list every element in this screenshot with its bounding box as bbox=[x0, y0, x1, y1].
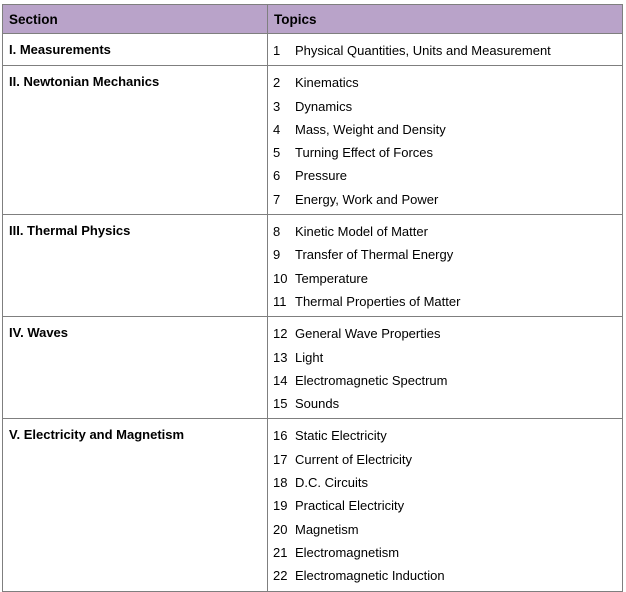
topic-name: Thermal Properties of Matter bbox=[295, 293, 461, 309]
topic-item bbox=[268, 518, 622, 541]
topic-item bbox=[268, 95, 622, 118]
topic-name: Pressure bbox=[295, 168, 348, 184]
topic-item bbox=[268, 541, 622, 564]
topic-item bbox=[268, 39, 622, 62]
topic-name: Mass, Weight and Density bbox=[295, 121, 446, 137]
topic-item bbox=[268, 220, 622, 243]
section-row bbox=[3, 317, 623, 419]
topic-number: 16 bbox=[273, 428, 288, 444]
topics-list bbox=[268, 215, 623, 317]
topic-name: Practical Electricity bbox=[295, 498, 405, 514]
topic-number: 20 bbox=[273, 521, 288, 537]
topic-name: Temperature bbox=[295, 270, 368, 286]
topic-item bbox=[268, 141, 622, 164]
topic-number: 7 bbox=[273, 191, 281, 207]
topic-number: 12 bbox=[273, 326, 288, 342]
topic-item bbox=[268, 322, 622, 345]
topic-name: Current of Electricity bbox=[295, 451, 413, 467]
topic-number: 14 bbox=[273, 372, 288, 388]
topic-number: 5 bbox=[273, 145, 281, 161]
topic-item bbox=[268, 392, 622, 415]
section-name: IV. Waves bbox=[3, 317, 268, 419]
topic-number: 1 bbox=[273, 43, 281, 58]
topic-name: Kinematics bbox=[295, 75, 359, 91]
topic-number: 19 bbox=[273, 498, 288, 514]
topics-list bbox=[268, 317, 623, 419]
topic-name: General Wave Properties bbox=[295, 326, 441, 342]
topic-item bbox=[268, 243, 622, 266]
topic-name: D.C. Circuits bbox=[295, 475, 368, 491]
topic-name: Static Electricity bbox=[295, 428, 387, 444]
topic-number: 8 bbox=[273, 224, 281, 240]
topic-number: 18 bbox=[273, 475, 288, 491]
topics-list bbox=[268, 34, 623, 66]
topic-name: Magnetism bbox=[295, 521, 359, 537]
topic-item bbox=[268, 290, 622, 313]
section-name: II. Newtonian Mechanics bbox=[3, 66, 268, 215]
topic-item bbox=[268, 424, 622, 447]
topic-name: Physical Quantities, Units and Measurement bbox=[295, 43, 551, 58]
topic-name: Electromagnetic Induction bbox=[295, 568, 445, 584]
topic-item bbox=[268, 346, 622, 369]
topic-item bbox=[268, 494, 622, 517]
section-row bbox=[3, 215, 623, 317]
section-name: I. Measurements bbox=[3, 34, 268, 66]
topic-name: Electromagnetic Spectrum bbox=[295, 372, 448, 388]
topic-number: 10 bbox=[273, 270, 288, 286]
topic-item bbox=[268, 118, 622, 141]
topic-name: Transfer of Thermal Energy bbox=[295, 247, 454, 263]
topic-item bbox=[268, 188, 622, 211]
topic-name: Light bbox=[295, 349, 324, 365]
topics-column-header: Topics bbox=[268, 5, 623, 34]
topics-list bbox=[268, 66, 623, 215]
topic-item bbox=[268, 267, 622, 290]
topic-number: 9 bbox=[273, 247, 281, 263]
section-row bbox=[3, 34, 623, 66]
topic-name: Turning Effect of Forces bbox=[295, 145, 434, 161]
topic-number: 21 bbox=[273, 544, 288, 560]
topic-name: Energy, Work and Power bbox=[295, 191, 439, 207]
topic-number: 17 bbox=[273, 451, 288, 467]
topic-item bbox=[268, 71, 622, 94]
section-row bbox=[3, 419, 623, 591]
topic-item bbox=[268, 369, 622, 392]
section-name: V. Electricity and Magnetism bbox=[3, 419, 268, 591]
topics-list bbox=[268, 419, 623, 591]
topic-number: 15 bbox=[273, 396, 288, 412]
section-row bbox=[3, 66, 623, 215]
topic-name: Kinetic Model of Matter bbox=[295, 224, 428, 240]
topic-name: Electromagnetism bbox=[295, 544, 400, 560]
topic-number: 6 bbox=[273, 168, 281, 184]
topic-number: 4 bbox=[273, 121, 281, 137]
topic-item bbox=[268, 471, 622, 494]
topic-number: 11 bbox=[273, 293, 287, 309]
topic-name: Dynamics bbox=[295, 98, 353, 114]
topic-name: Sounds bbox=[295, 396, 340, 412]
header-row bbox=[3, 5, 623, 34]
topic-item bbox=[268, 164, 622, 187]
topic-number: 3 bbox=[273, 98, 281, 114]
table-body bbox=[3, 34, 623, 592]
topic-item bbox=[268, 448, 622, 471]
topic-number: 22 bbox=[273, 568, 288, 584]
syllabus-table bbox=[2, 4, 623, 592]
section-column-header: Section bbox=[3, 5, 268, 34]
topic-number: 13 bbox=[273, 349, 288, 365]
topic-item bbox=[268, 564, 622, 587]
topic-number: 2 bbox=[273, 75, 281, 91]
section-name: III. Thermal Physics bbox=[3, 215, 268, 317]
